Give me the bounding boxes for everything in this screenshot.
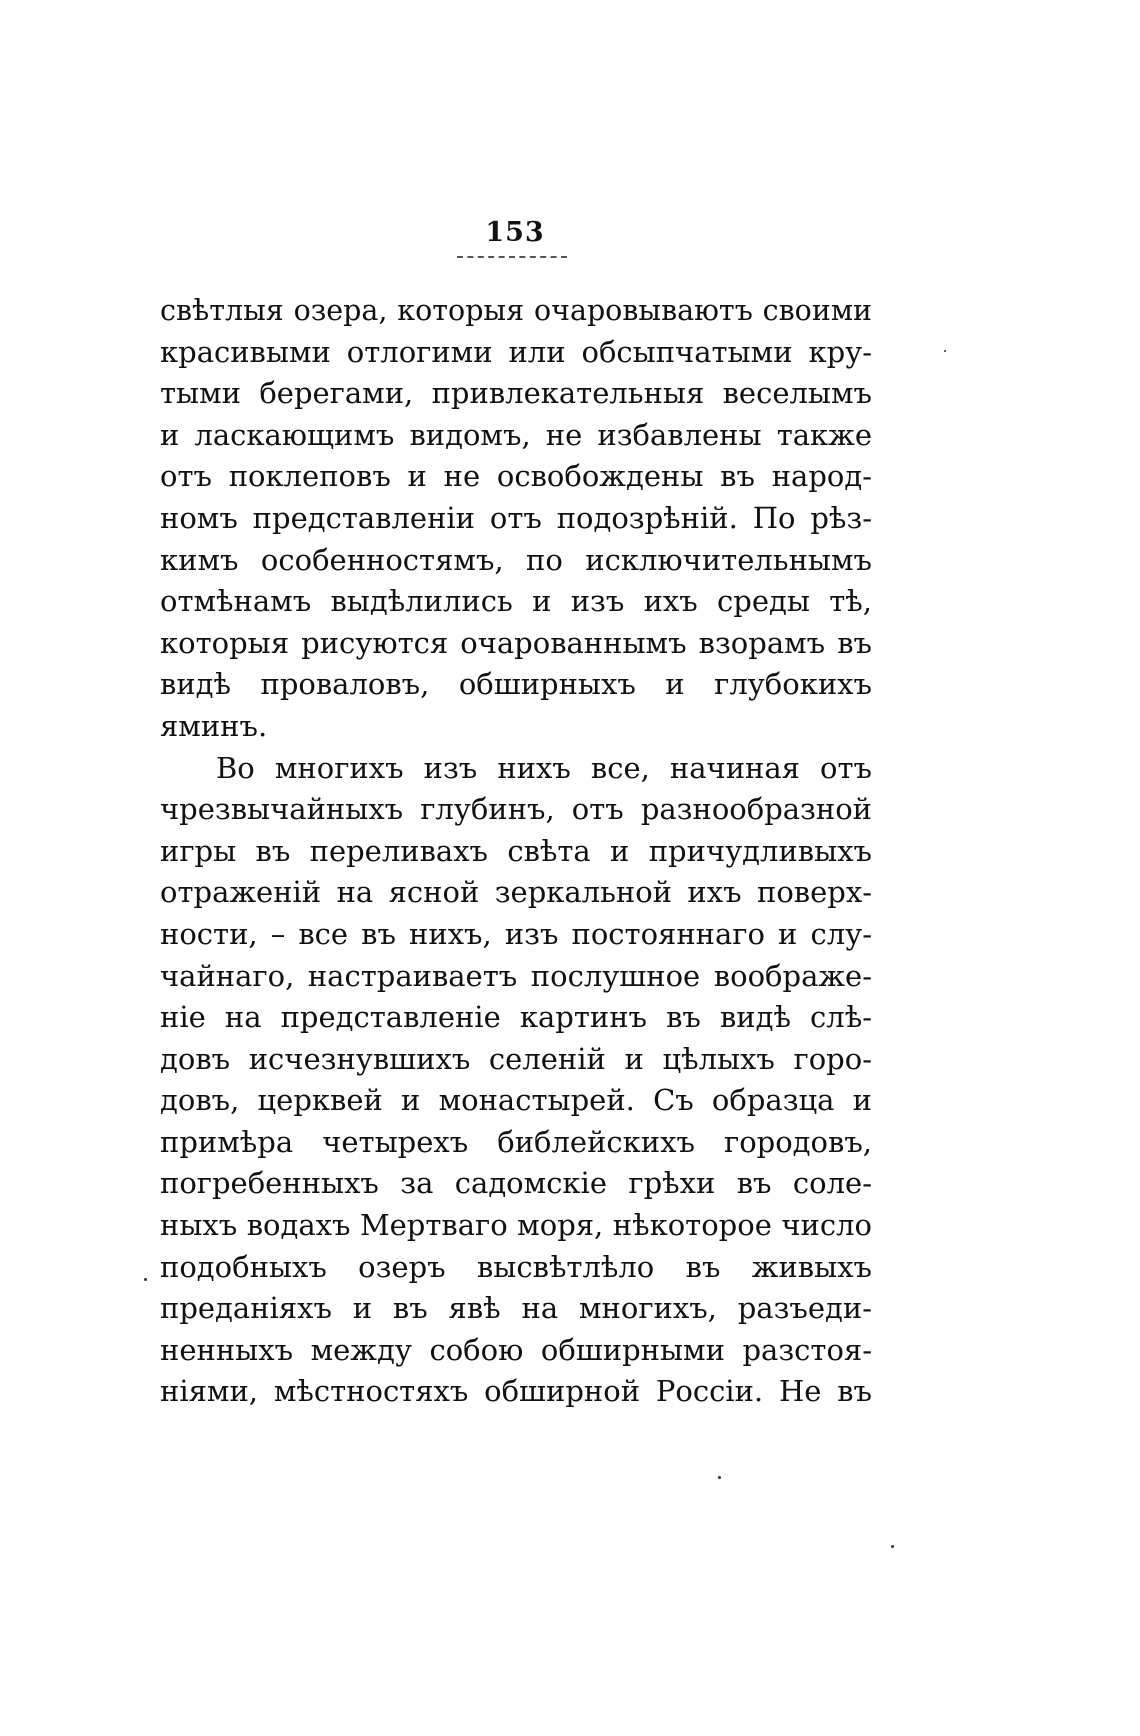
text-line: подобныхъ озеръ высвѣтлѣло въ живыхъ: [160, 1249, 872, 1284]
text-line: довъ исчезнувшихъ селеній и цѣлыхъ горо-: [160, 1041, 872, 1076]
text-line: ніями, мѣстностяхъ обширной Россіи. Не въ: [160, 1374, 872, 1409]
text-line: чайнаго, настраиваетъ послушное воображе-: [160, 958, 872, 993]
text-line: тыми берегами, привлекательныя веселымъ: [160, 376, 872, 411]
body-text: [160, 290, 872, 1413]
page-number-rule: [457, 256, 567, 258]
paragraph-end-line: яминъ.: [160, 708, 268, 743]
text-line: красивыми отлогими или обсыпчатыми кру-: [160, 334, 872, 369]
text-line: чрезвычайныхъ глубинъ, отъ разнообразной: [160, 792, 872, 827]
scan-speck: [944, 350, 946, 352]
text-line: отмѣнамъ выдѣлились и изъ ихъ среды тѣ,: [160, 584, 872, 619]
text-line: довъ, церквей и монастырей. Съ образца и: [160, 1083, 872, 1118]
text-line: ніе на представленіе картинъ въ видѣ слѣ-: [160, 1000, 872, 1035]
paragraph-first-line: Во многихъ изъ нихъ все, начиная отъ: [216, 750, 872, 785]
text-line: примѣра четырехъ библейскихъ городовъ,: [160, 1124, 872, 1159]
text-line: отъ поклеповъ и не освобождены въ народ-: [160, 459, 872, 494]
text-line: и ласкающимъ видомъ, не избавлены также: [160, 417, 872, 452]
text-line: ности, – все въ нихъ, изъ постояннаго и слу-: [160, 916, 872, 951]
text-line: свѣтлыя озера, которыя очаровываютъ своими: [160, 294, 872, 327]
page-number: 153: [485, 217, 545, 248]
text-line: номъ представленіи отъ подозрѣній. По рѣз-: [160, 500, 872, 535]
text-line: видѣ проваловъ, обширныхъ и глубокихъ: [160, 667, 872, 702]
scan-speck: [718, 1476, 721, 1479]
text-line: отраженій на ясной зеркальной ихъ поверх-: [160, 875, 872, 910]
scan-speck: [144, 1278, 147, 1281]
text-line: преданіяхъ и въ явѣ на многихъ, разъеди-: [160, 1291, 872, 1326]
text-line: ныхъ водахъ Мертваго моря, нѣкоторое число: [160, 1208, 872, 1243]
text-line: ненныхъ между собою обширными разстоя-: [160, 1332, 872, 1367]
text-line: которыя рисуются очарованнымъ взорамъ въ: [160, 625, 872, 660]
scan-speck: [891, 1545, 894, 1548]
text-line: игры въ переливахъ свѣта и причудливыхъ: [160, 833, 872, 868]
text-line: кимъ особенностямъ, по исключительнымъ: [160, 542, 872, 577]
text-line: погребенныхъ за садомскіе грѣхи въ соле-: [160, 1166, 872, 1201]
